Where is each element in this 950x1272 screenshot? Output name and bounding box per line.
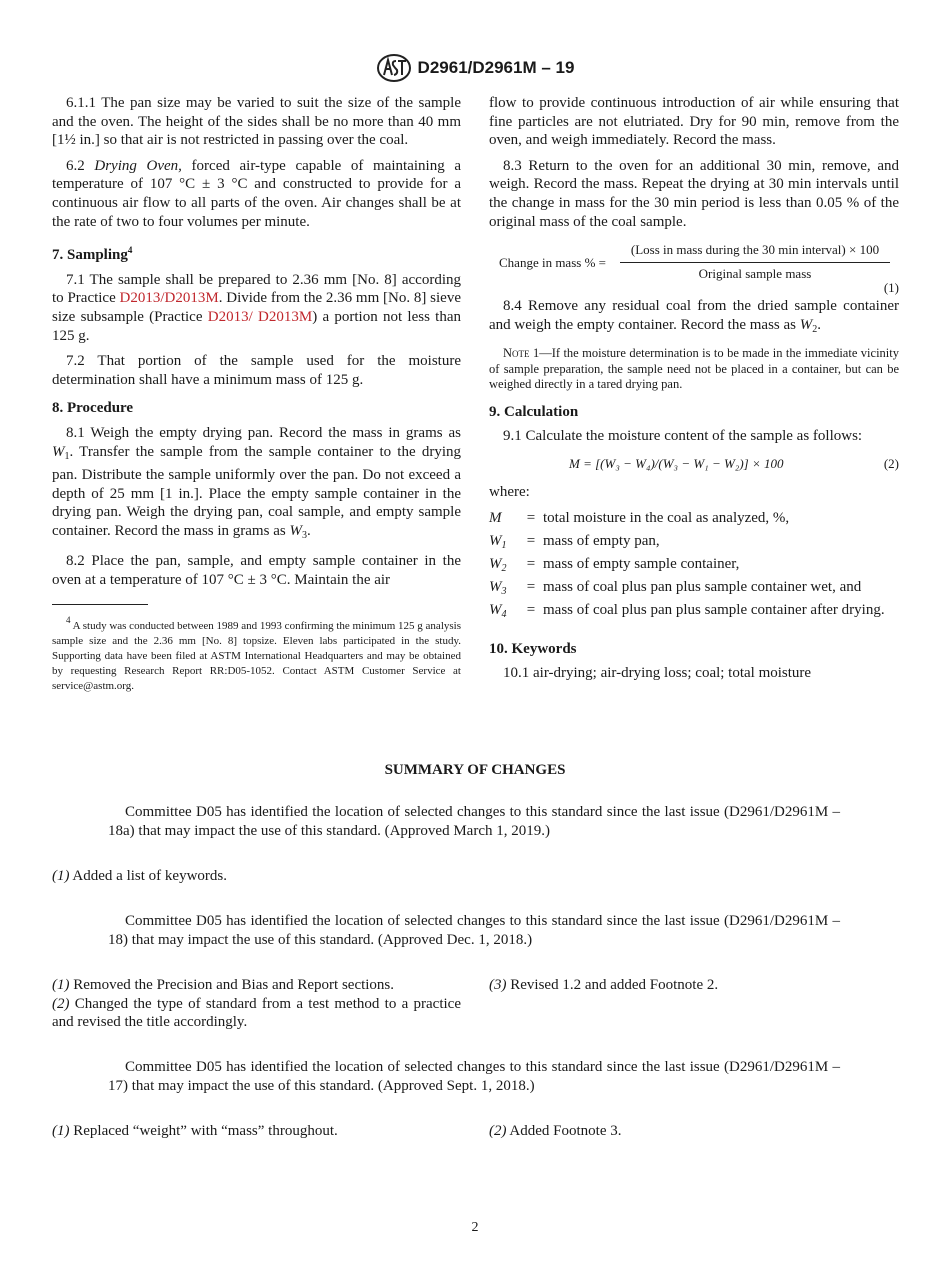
summary-block-1: Committee D05 has identified the location of selected changes to this standard since the last issue (D2961/D2961M – 18a) that may impact the use of this standard. (Approved March 1, 2019.) [108, 804, 840, 839]
summary-block-2-item-1: (1) Removed the Precision and Bias and Report sections. [52, 977, 395, 993]
equation-2-number: (2) [883, 456, 899, 472]
definition-row: $W_3$ = mass of coal plus pan plus sample container wet, and [489, 578, 862, 597]
right-column [489, 94, 899, 690]
where-label: where: [489, 484, 530, 501]
equation-1 [489, 241, 899, 297]
paragraph-7-2: 7.2 That portion of the sample used for the moisture determination shall have a minimum mass of 125 g. [52, 353, 461, 388]
paragraph-10-1: 10.1 air-drying; air-drying loss; coal; total moisture [503, 665, 812, 682]
note-1: Note 1—If the moisture determination is to be made in the immediate vicinity of sample preparation, the sample need not be placed in a container, but can be weighed directly in a tared drying pan. [489, 346, 899, 392]
equation-1-denominator: Original sample mass [698, 265, 812, 281]
left-column [52, 94, 461, 694]
summary-block-3: Committee D05 has identified the location of selected changes to this standard since the last issue (D2961/D2961M – 17) that may impact the use of this standard. (Approved Sept. 1, 2018.) [108, 1059, 840, 1094]
summary-block-2-item-2: (2) Changed the type of standard from a test method to a practice and revised the title accordingly. [52, 995, 461, 1031]
footnote-4: $^4$ A study was conducted between 1989 and 1993 confirming the minimum 125 g analysis sample size and the 2.36 mm [No. 8] topsize. Eleven labs participated in the study. Supporting data have been filed at ASTM International Headquarters and may be obtained by requesting Research Report RR:D05-1052. Contact ASTM Customer Service at service@astm.org. [52, 614, 461, 692]
paragraph-8-2-continued: flow to provide continuous introduction of air while ensuring that fine particles are not elutriated. Dry for 90 min, remove from the oven, and weigh immediately. Record the mass. [489, 95, 899, 149]
standard-designation: D2961/D2961M – 19 [417, 58, 575, 77]
definition-row: $W_1$ = mass of empty pan, [489, 532, 660, 551]
equation-2 [489, 453, 899, 477]
summary-of-changes-title: SUMMARY OF CHANGES [384, 762, 566, 778]
paragraph-6-2: 6.2 Drying Oven, forced air-type capable of maintaining a temperature of 107 °C ± 3 °C and constructed to provide for a continuous air flow to all parts of the oven. Air changes shall be at the rate of two to four volumes per minute. [52, 157, 461, 230]
paragraph-8-1: 8.1 Weigh the empty drying pan. Record the mass in grams as $W_1$. Transfer the sample from the sample container to the drying pan. Distribute the sample uniformly over the pan. Do not exceed a depth of 25 mm [1 in.]. Place the empty sample container in the drying pan. Weigh the drying pan, coal sample, and empty sample container. Record the mass in grams as $W_3$. [52, 424, 461, 541]
page-number: 2 [471, 1220, 479, 1235]
paragraph-7-1: 7.1 The sample shall be prepared to 2.36 mm [No. 8] according to Practice D2013/D2013M. Divide from the 2.36 mm [No. 8] sieve size subsample (Practice D2013/ D2013M) a portion not less than 125 g. [52, 271, 461, 344]
summary-block-3-item-1: (1) Replaced “weight” with “mass” throughout. [52, 1123, 338, 1139]
paragraph-8-4: 8.4 Remove any residual coal from the dried sample container and weigh the empty container. Record the mass as $W_2$. [489, 298, 899, 335]
equation-1-fraction [620, 241, 890, 283]
astm-logo-icon [376, 53, 412, 83]
section-heading-sampling: 7. Sampling$^4$ [52, 245, 133, 264]
equation-1-numerator: (Loss in mass during the 30 min interval) × 100 [620, 241, 890, 263]
footnote-divider [52, 604, 148, 605]
summary-block-3-item-2: (2) Added Footnote 3. [489, 1123, 622, 1139]
summary-block-1-item-1: (1) Added a list of keywords. [52, 868, 227, 884]
section-heading-procedure: 8. Procedure [52, 400, 134, 417]
paragraph-6-1-1: 6.1.1 The pan size may be varied to suit the size of the sample and the oven. The height of the sides shall be no more than 40 mm [1½ in.] so that air is not restricted in passing over the coal. [52, 95, 461, 149]
equation-1-number: (1) [883, 280, 899, 296]
summary-block-2-item-3: (3) Revised 1.2 and added Footnote 2. [489, 977, 719, 993]
page-header [0, 53, 950, 83]
paragraph-8-2: 8.2 Place the pan, sample, and empty sample container in the oven at a temperature of 107 °C ± 3 °C. Maintain the air [52, 553, 461, 589]
definition-row: M = total moisture in the coal as analyzed, %, [489, 509, 790, 526]
paragraph-9-1: 9.1 Calculate the moisture content of the sample as follows: [503, 428, 863, 445]
section-heading-keywords: 10. Keywords [489, 640, 577, 657]
definition-row: $W_4$ = mass of coal plus pan plus sample container after drying. [489, 601, 885, 620]
link-d2013[interactable]: D2013/D2013M [119, 290, 219, 307]
section-heading-calculation: 9. Calculation [489, 403, 579, 420]
summary-block-2-items-left [52, 976, 461, 1032]
equation-2-formula: M = [(W₃ − W₄)/(W₃ − W₁ − W₂)] × 100 [569, 456, 784, 472]
variable-definitions [489, 509, 899, 624]
paragraph-8-3: 8.3 Return to the oven for an additional 30 min, remove, and weigh. Record the mass. Repeat the drying at 30 min intervals until the change in mass for the 30 min period is less than 0.05 % of the original mass of the coal sample. [489, 157, 899, 230]
summary-block-2: Committee D05 has identified the location of selected changes to this standard since the last issue (D2961/D2961M – 18) that may impact the use of this standard. (Approved Dec. 1, 2018.) [108, 913, 840, 948]
definition-row: $W_2$ = mass of empty sample container, [489, 555, 740, 574]
equation-1-lhs: Change in mass % = [499, 255, 606, 271]
link-d2013-second[interactable]: D2013/ D2013M [207, 308, 313, 325]
